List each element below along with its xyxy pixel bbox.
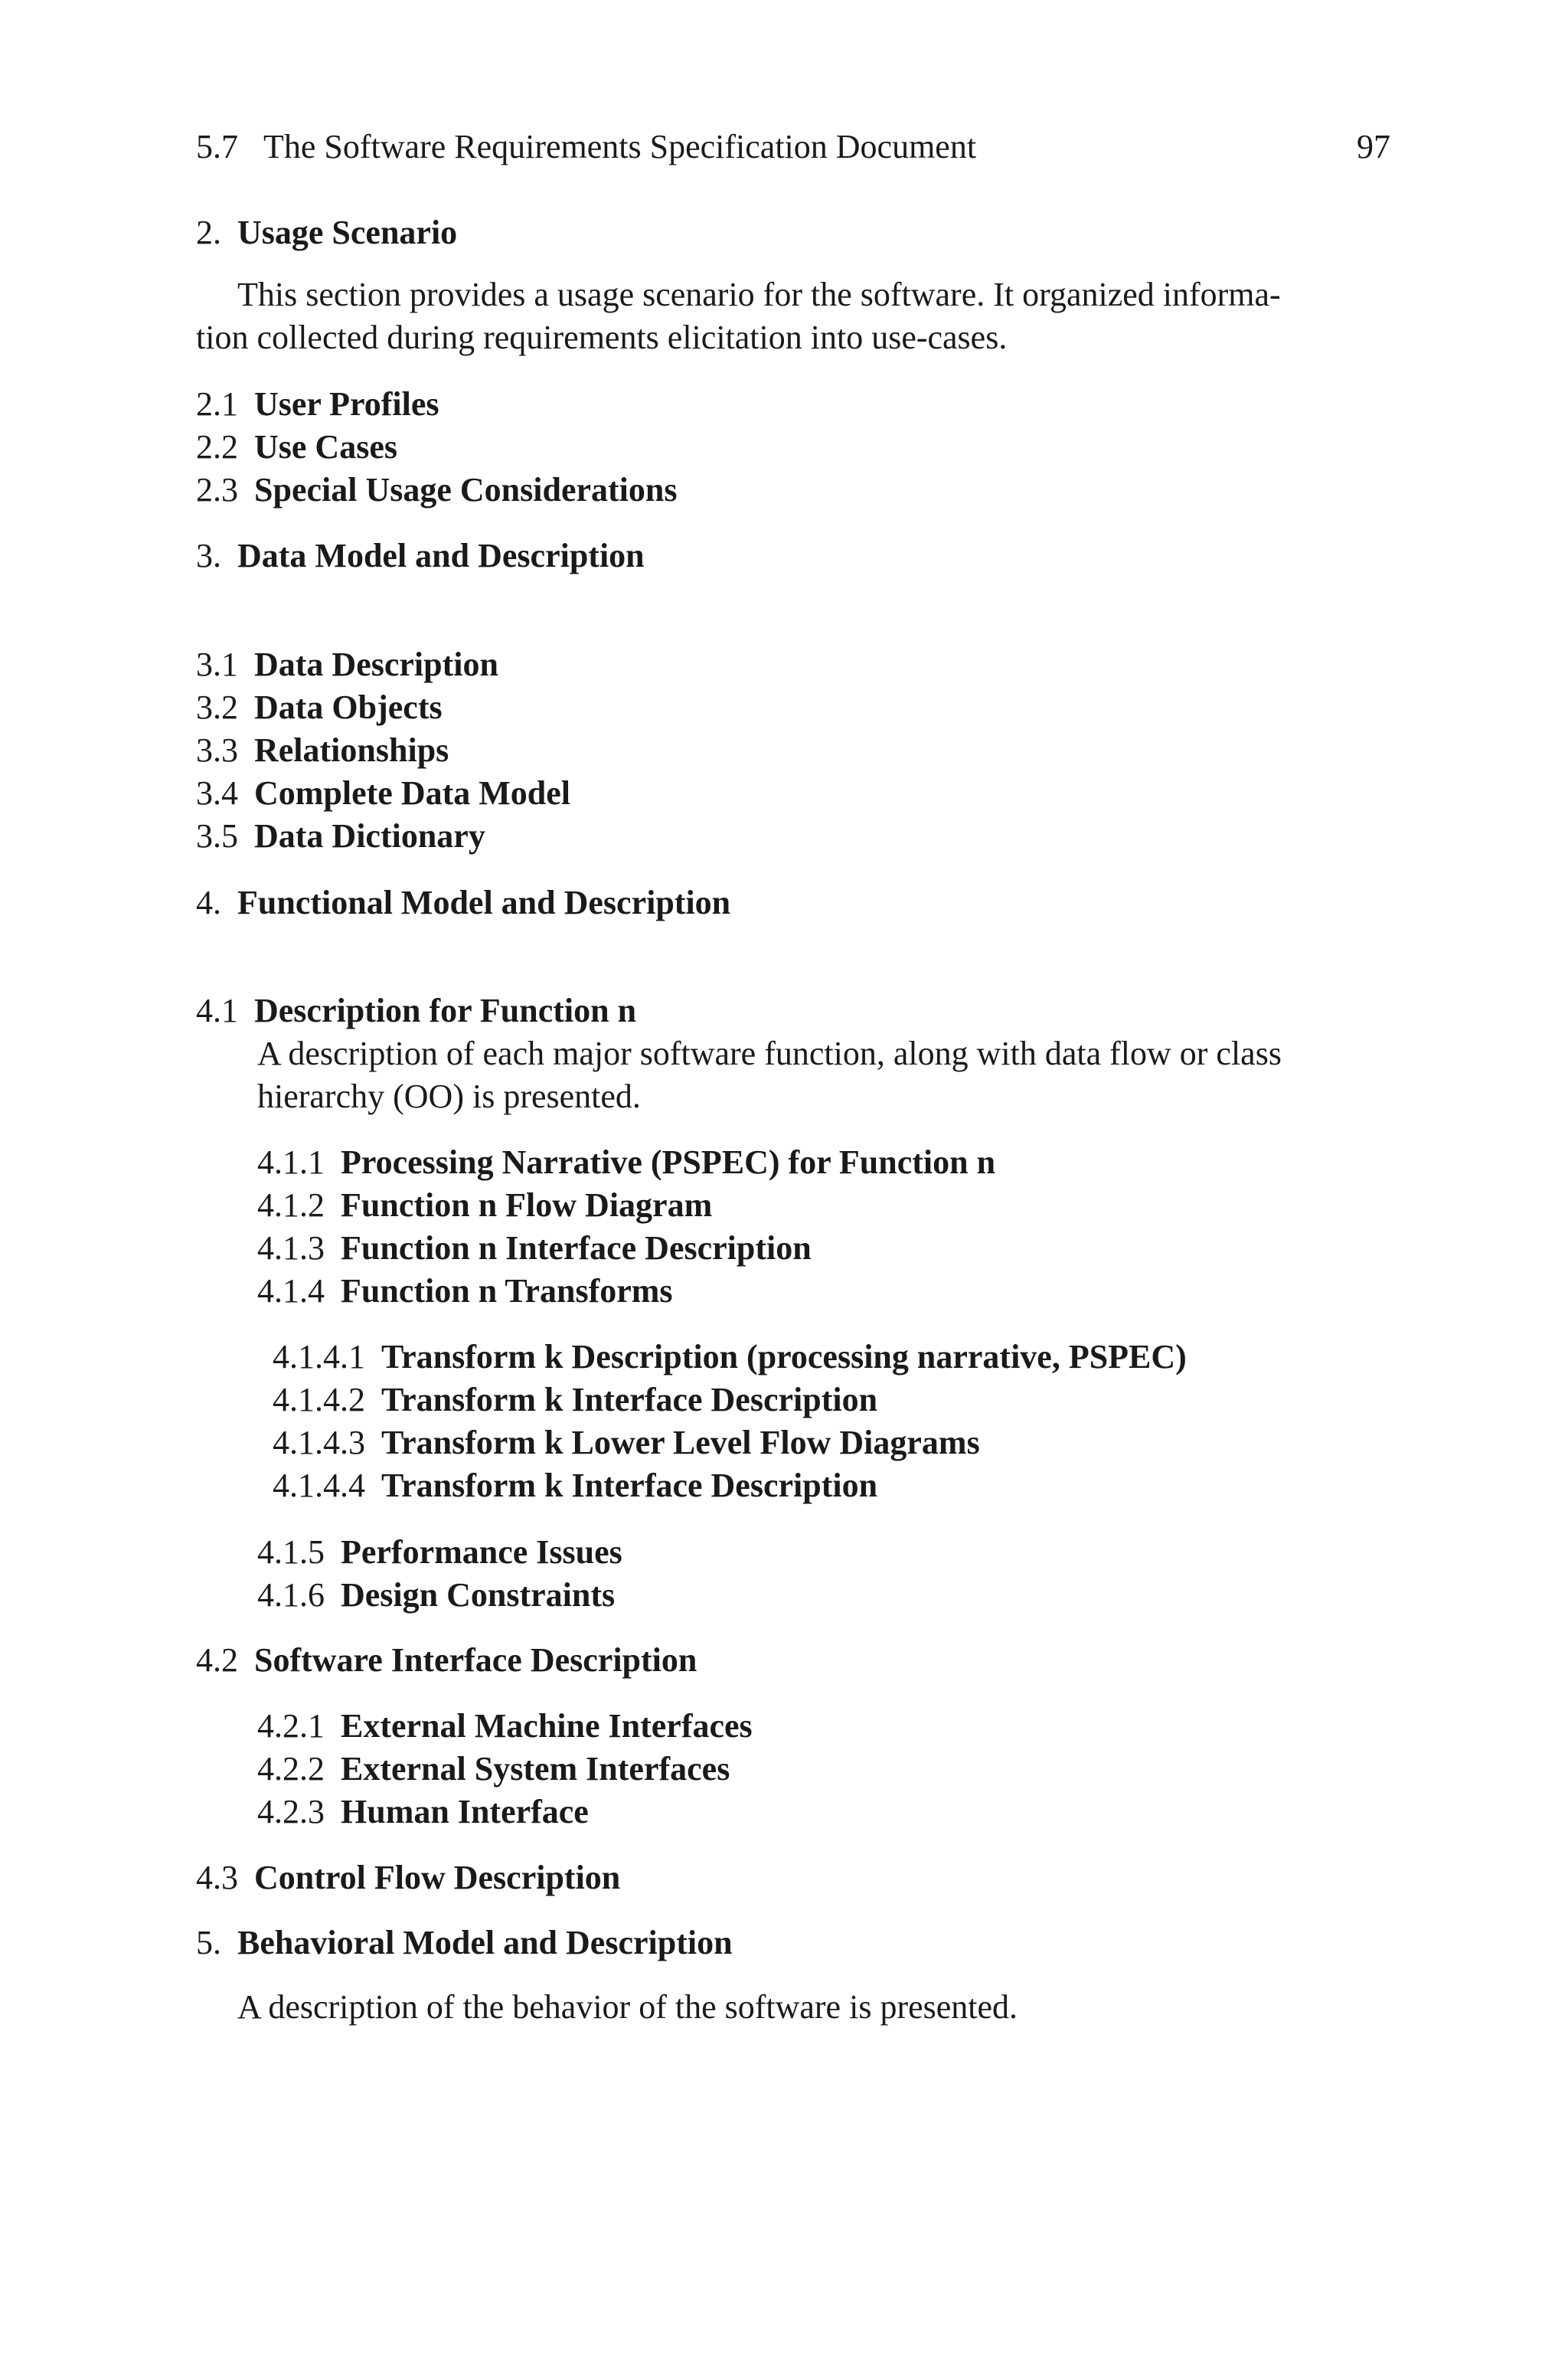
section-number: 3. — [196, 537, 221, 574]
subsection-heading — [196, 774, 571, 812]
paragraph-title: Transform k Interface Description — [381, 1381, 878, 1418]
subsubsection-heading — [257, 1186, 713, 1224]
section-heading — [196, 886, 730, 920]
subsubsection-heading — [257, 1229, 812, 1267]
section-title: Usage Scenario — [237, 214, 458, 251]
subsection-number: 3.1 — [196, 646, 238, 683]
paragraph-heading — [273, 1383, 877, 1417]
header-section-number: 5.7 — [196, 128, 238, 165]
subsection-number: 3.5 — [196, 817, 238, 855]
subsubsection-number: 4.1.6 — [257, 1576, 325, 1614]
subsubsection-heading — [257, 1578, 615, 1612]
section-heading — [196, 216, 457, 250]
paragraph-title: Transform k Interface Description — [381, 1467, 878, 1504]
subsubsection-number: 4.1.2 — [257, 1186, 325, 1224]
section-title: Behavioral Model and Description — [237, 1924, 733, 1961]
paragraph-line: A description of each major software function, along with data flow or class — [257, 1035, 1282, 1072]
subsubsection-number: 4.1.1 — [257, 1143, 325, 1181]
subsection-title: Software Interface Description — [254, 1641, 697, 1679]
subsubsection-heading — [257, 1274, 673, 1308]
subsubsection-title: Function n Transforms — [341, 1272, 673, 1310]
section-title: Functional Model and Description — [237, 884, 731, 921]
subsection-heading — [196, 819, 485, 853]
subsection-title: Description for Function n — [254, 992, 637, 1029]
paragraph-line: This section provides a usage scenario for the software. It organized informa- — [237, 276, 1281, 313]
subsubsection-number: 4.1.3 — [257, 1229, 325, 1267]
subsubsection-title: Function n Flow Diagram — [341, 1186, 713, 1224]
subsection-title: Data Objects — [254, 689, 443, 726]
subsection-number: 4.3 — [196, 1859, 238, 1896]
subsection-heading — [196, 691, 443, 725]
subsection-number: 2.3 — [196, 471, 238, 509]
subsubsection-number: 4.2.3 — [257, 1793, 325, 1830]
paragraph-title: Transform k Description (processing narrative, PSPEC) — [381, 1338, 1187, 1375]
section-number: 2. — [196, 214, 221, 251]
paragraph-title: Transform k Lower Level Flow Diagrams — [381, 1424, 980, 1461]
subsection-number: 3.4 — [196, 774, 238, 812]
subsubsection-heading — [257, 1795, 589, 1829]
subsubsection-heading — [257, 1143, 996, 1181]
section-number: 4. — [196, 884, 221, 921]
paragraph-heading — [273, 1426, 980, 1460]
subsubsection-number: 4.2.1 — [257, 1707, 325, 1745]
subsubsection-heading — [257, 1709, 753, 1743]
subsection-number: 3.3 — [196, 731, 238, 769]
paragraph-number: 4.1.4.4 — [273, 1467, 365, 1504]
subsection-number: 4.1 — [196, 992, 238, 1029]
subsection-title: User Profiles — [254, 385, 439, 423]
paragraph-line: tion collected during requirements elicitation into use-cases. — [196, 319, 1008, 356]
subsection-title: Complete Data Model — [254, 774, 571, 812]
paragraph-line: A description of the behavior of the software is presented. — [237, 1988, 1018, 2026]
subsection-heading — [196, 385, 439, 423]
subsection-title: Data Description — [254, 646, 498, 683]
subsection-heading — [196, 430, 397, 464]
subsubsection-number: 4.2.2 — [257, 1750, 325, 1788]
section-number: 5. — [196, 1924, 221, 1961]
paragraph-heading — [273, 1469, 877, 1503]
subsection-title: Use Cases — [254, 428, 397, 466]
subsubsection-heading — [257, 1533, 622, 1571]
subsection-heading — [196, 731, 449, 769]
subsection-title: Data Dictionary — [254, 817, 485, 855]
paragraph-number: 4.1.4.3 — [273, 1424, 365, 1461]
paragraph-line: hierarchy (OO) is presented. — [257, 1078, 641, 1115]
subsection-heading — [196, 1861, 620, 1895]
subsubsection-title: Human Interface — [341, 1793, 589, 1830]
paragraph-number: 4.1.4.2 — [273, 1381, 365, 1418]
running-header — [196, 130, 1390, 164]
subsubsection-title: External Machine Interfaces — [341, 1707, 753, 1745]
section-title: Data Model and Description — [237, 537, 645, 574]
subsection-number: 3.2 — [196, 689, 238, 726]
header-title: The Software Requirements Specification Document — [263, 128, 977, 165]
section-heading — [196, 1926, 733, 1960]
subsubsection-title: Design Constraints — [341, 1576, 616, 1614]
section-heading — [196, 539, 645, 573]
paragraph-number: 4.1.4.1 — [273, 1338, 365, 1375]
subsection-number: 4.2 — [196, 1641, 238, 1679]
subsubsection-number: 4.1.4 — [257, 1272, 325, 1310]
subsubsection-title: Function n Interface Description — [341, 1229, 812, 1267]
subsection-number: 2.2 — [196, 428, 238, 466]
subsubsection-title: External System Interfaces — [341, 1750, 730, 1788]
subsection-heading — [196, 1641, 697, 1679]
subsubsection-title: Processing Narrative (PSPEC) for Function n — [341, 1143, 996, 1181]
subsection-heading — [196, 648, 498, 682]
subsection-heading — [196, 473, 677, 507]
subsection-number: 2.1 — [196, 385, 238, 423]
paragraph-heading — [273, 1340, 1187, 1374]
subsubsection-title: Performance Issues — [341, 1533, 622, 1571]
subsection-title: Control Flow Description — [254, 1859, 621, 1896]
subsection-title: Relationships — [254, 731, 449, 769]
subsubsection-number: 4.1.5 — [257, 1533, 325, 1571]
subsubsection-heading — [257, 1752, 730, 1786]
page-number: 97 — [1357, 128, 1390, 165]
subsection-title: Special Usage Considerations — [254, 471, 678, 509]
subsection-heading — [196, 994, 636, 1028]
